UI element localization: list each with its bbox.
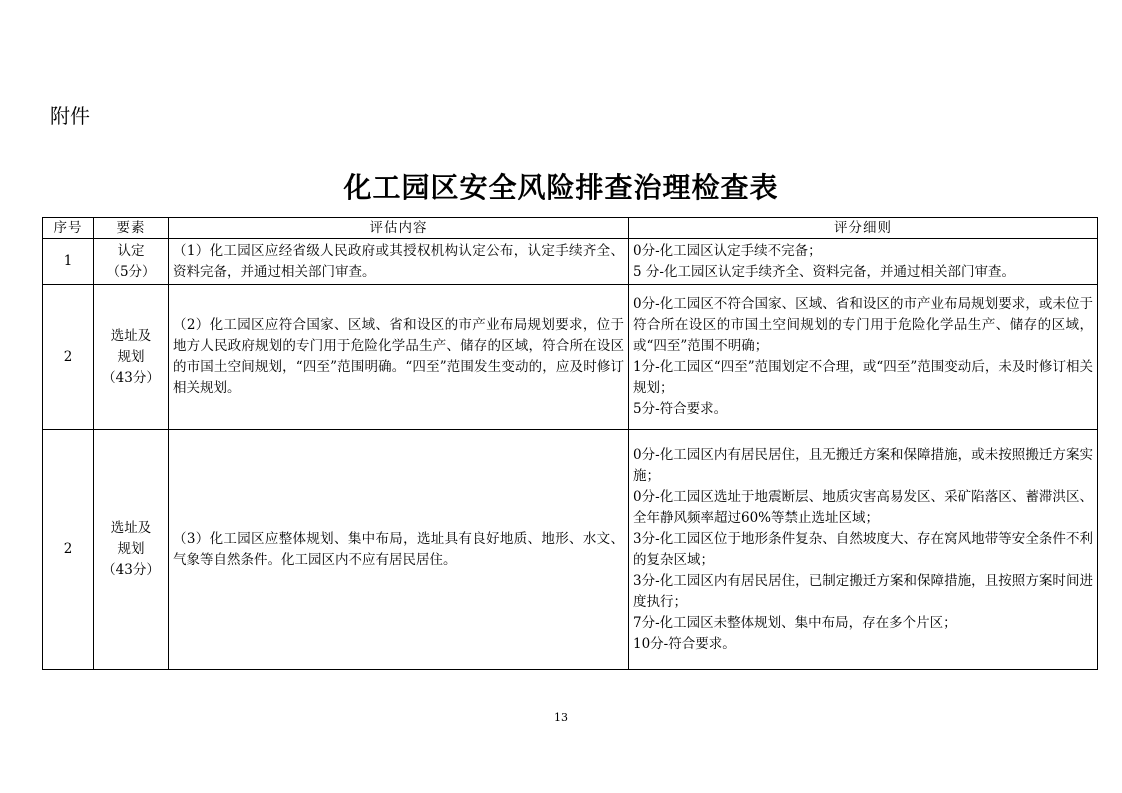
rule-line: 7分-化工园区未整体规划、集中布局，存在多个片区； — [633, 614, 957, 631]
row-number: 2 — [43, 285, 94, 430]
row-content: （3）化工园区应整体规划、集中布局，选址具有良好地质、地形、水文、气象等自然条件。化工园区内不应有居民居住。 — [169, 430, 629, 670]
row-number: 1 — [43, 239, 94, 285]
header-no: 序号 — [43, 218, 94, 239]
element-score: （43分） — [102, 562, 160, 578]
element-score: （5分） — [106, 263, 156, 280]
rule-line: 3分-化工园区位于地形条件复杂、自然坡度大、存在窝风地带等安全条件不利的复杂区域； — [633, 530, 1093, 568]
row-element — [94, 430, 169, 670]
element-line: 选址及 — [110, 520, 152, 536]
row-element — [94, 239, 169, 285]
element-line: 认定 — [117, 242, 145, 259]
rule-line: 5 分-化工园区认定手续齐全、资料完备，并通过相关部门审查。 — [633, 263, 1015, 280]
element-line: 选址及 — [110, 327, 152, 344]
rule-line: 0分-化工园区不符合国家、区域、省和设区的市产业布局规划要求，或未位于符合所在设区的市国土空间规划的专门用于危险化学品生产、储存的区域，或“四至”范围不明确； — [633, 296, 1093, 354]
document-title: 化工园区安全风险排查治理检查表 — [343, 171, 779, 204]
rule-line: 5分-符合要求。 — [633, 401, 728, 417]
header-element: 要素 — [94, 218, 169, 239]
table-header-row — [43, 218, 1098, 239]
header-content: 评估内容 — [169, 218, 629, 239]
attachment-label: 附件 — [50, 104, 90, 128]
risk-checklist-table — [42, 217, 1098, 670]
table-row — [43, 285, 1098, 430]
row-element — [94, 285, 169, 430]
table-row — [43, 430, 1098, 670]
rule-line: 0分-化工园区认定手续不完备； — [633, 242, 822, 259]
rule-line: 10分-符合要求。 — [633, 635, 736, 652]
row-rules — [629, 430, 1098, 670]
element-line: 规划 — [117, 541, 145, 557]
header-rules: 评分细则 — [629, 218, 1098, 239]
rule-line: 0分-化工园区选址于地震断层、地质灾害高易发区、采矿陷落区、蓄滞洪区、全年静风频率超过60%等禁止选址区域； — [633, 488, 1093, 526]
element-line: 规划 — [117, 348, 145, 365]
row-rules — [629, 285, 1098, 430]
page-number: 13 — [554, 711, 568, 724]
rule-line: 0分-化工园区内有居民居住，且无搬迁方案和保障措施，或未按照搬迁方案实施； — [633, 446, 1093, 484]
rule-line: 1分-化工园区“四至”范围划定不合理，或“四至”范围变动后，未及时修订相关规划； — [633, 359, 1093, 396]
row-rules — [629, 239, 1098, 285]
row-content: （2）化工园区应符合国家、区域、省和设区的市产业布局规划要求，位于地方人民政府规划的专门用于危险化学品生产、储存的区域，符合所在设区的市国土空间规划，“四至”范围明确。“四至”范围发生变动的，应及时修订相关规划。 — [169, 285, 629, 430]
row-content: （1）化工园区应经省级人民政府或其授权机构认定公布，认定手续齐全、资料完备，并通过相关部门审查。 — [169, 239, 629, 285]
rule-line: 3分-化工园区内有居民居住，已制定搬迁方案和保障措施，且按照方案时间进度执行； — [633, 572, 1093, 610]
element-score: （43分） — [102, 369, 160, 386]
table-row — [43, 239, 1098, 285]
row-number: 2 — [43, 430, 94, 670]
